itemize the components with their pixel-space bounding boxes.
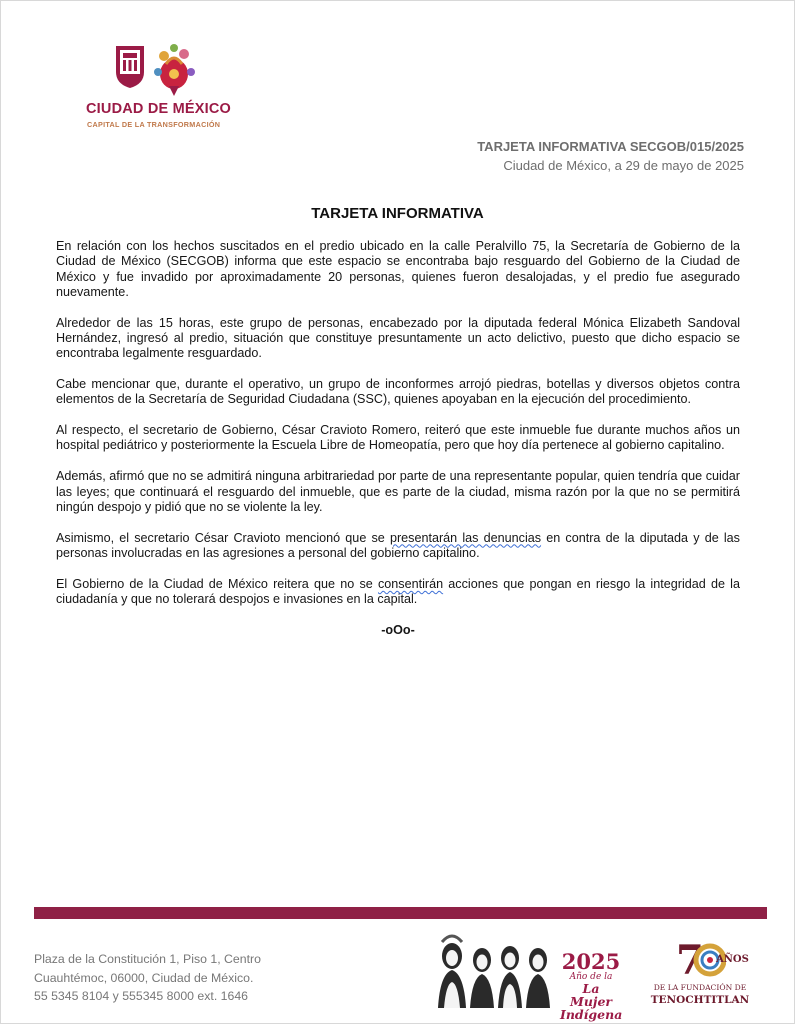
paragraph-6 [56,531,740,562]
card-reference-number: TARJETA INFORMATIVA SECGOB/015/2025 [477,139,744,154]
document-heading: TARJETA INFORMATIVA [311,205,484,222]
footer-divider-bar [34,907,767,919]
paragraph-6-start: Asimismo, el secretario César Cravioto mencionó que se [56,530,390,545]
anniversary-line-1: DE LA FUNDACIÓN DE [653,983,747,992]
paragraph-7-start: El Gobierno de la Ciudad de México reitera que no se [56,576,378,591]
cdmx-logo [86,42,236,132]
paragraph-6-end: en contra de la diputada y de las personas involucradas en las agresiones a personal del gobierno capitalino. [56,530,740,560]
card-date: Ciudad de México, a 29 de mayo de 2025 [503,158,744,173]
year-title-line-2: Indígena [560,1007,623,1022]
closing-mark: -oOo- [381,622,415,637]
spellcheck-marked-text[interactable]: presentarán las denuncias [389,530,542,545]
year-of-indigenous-woman-logo [560,949,623,1022]
year-number: 2025 [561,949,621,974]
paragraph-5: Además, afirmó que no se admitirá ninguna arbitrariedad por parte de una representante popular, quien tendría que cuidar las leyes; que continuará el resguardo del inmueble, que es parte de la ciudad, misma razón por la que no se permitirá ningún despojo y pidió que no se violente la ley. [56,469,740,514]
year-subtitle: Año de la [569,972,613,982]
anniversary-anos: AÑOS [716,954,749,965]
address-line-1: Plaza de la Constitución 1, Piso 1, Centro [34,952,261,966]
anniversary-line-2: TENOCHTITLAN [650,994,750,1006]
document-body [56,239,740,654]
paragraph-7-end: acciones que pongan en riesgo la integridad de la ciudadanía y que no tolerará despojos e invasiones en la capital. [56,576,740,607]
tenochtitlan-anniversary-logo [648,936,752,1008]
indigenous-women-illustration-icon [434,934,558,1008]
cdmx-emblem-icon [114,42,204,98]
paragraph-4: Al respecto, el secretario de Gobierno, César Cravioto Romero, reiteró que este inmueble fue durante muchos años un hospital pediátrico y posteriormente la Escuela Libre de Homeopatía, pero que hoy día pertenece al gobierno capitalino. [56,423,740,453]
paragraph-3: Cabe mencionar que, durante el operativo, un grupo de inconformes arrojó piedras, botellas y diversos objetos contra elementos de la Secretaría de Seguridad Ciudadana (SSC), quienes apoyaban en la ejecución del procedimiento. [56,377,740,407]
logo-subtitle: CAPITAL DE LA TRANSFORMACIÓN [87,120,221,129]
spellcheck-marked-word[interactable]: consentirán [377,576,444,591]
address-line-2: Cuauhtémoc, 06000, Ciudad de México. [34,970,254,985]
paragraph-2: Alrededor de las 15 horas, este grupo de personas, encabezado por la diputada federal Mónica Elizabeth Sandoval Hernández, ingresó al predio, situación que constituye presuntamente un acto delictivo, puesto que dicho espacio se encontraba legalmente resguardado. [56,315,740,361]
paragraph-7 [56,577,740,608]
footer-address [34,950,261,1006]
paragraph-1: En relación con los hechos suscitados en el predio ubicado en la calle Peralvillo 75, la Secretaría de Gobierno de la Ciudad de México (SECGOB) informa que este espacio se encontraba bajo resguardo del Gobierno de la Ciudad de México y fue invadido por aproximadamente 20 personas, quienes fueron desalojadas, y el predio fue asegurado nuevamente. [56,239,740,299]
svg-text:7: 7 [676,937,704,980]
phone-line: 55 5345 8104 y 555345 8000 ext. 1646 [34,989,249,1003]
year-title-line-1: La Mujer [570,981,612,1009]
logo-title: CIUDAD DE MÉXICO [86,101,231,117]
